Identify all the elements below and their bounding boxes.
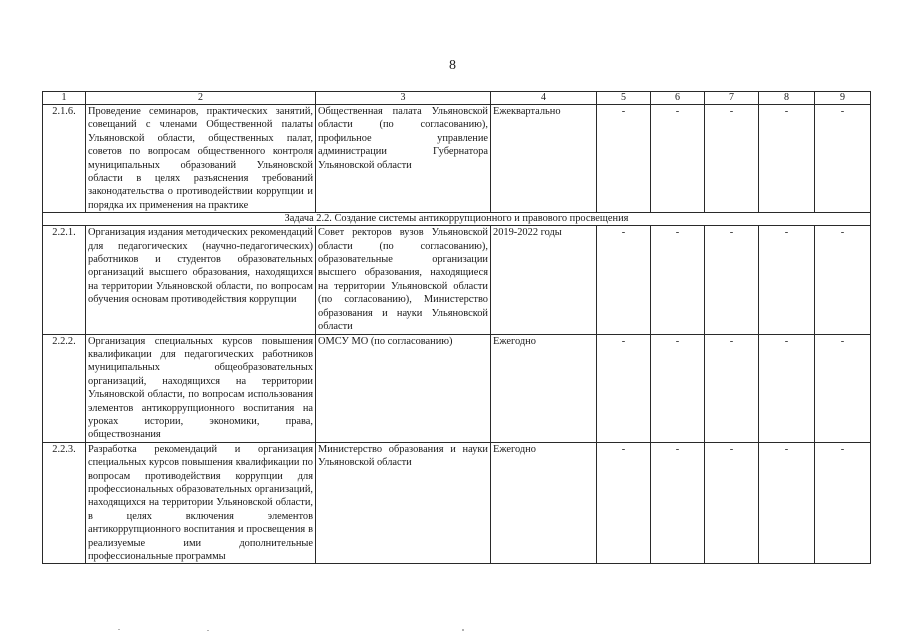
task-heading-row	[43, 213, 871, 226]
value-cell: -	[597, 226, 651, 334]
column-header: 9	[815, 92, 871, 105]
value-cell: -	[651, 442, 705, 564]
column-header: 7	[705, 92, 759, 105]
period-cell: Ежегодно	[491, 442, 597, 564]
period-cell: 2019-2022 годы	[491, 226, 597, 334]
column-header: 2	[86, 92, 316, 105]
value-cell: -	[705, 226, 759, 334]
executors-cell: Общественная палата Ульяновской области (по согласованию), профильное управление администрации Губернатора Ульяновской области	[316, 105, 491, 213]
column-header: 6	[651, 92, 705, 105]
column-header: 1	[43, 92, 86, 105]
column-header: 3	[316, 92, 491, 105]
measure-description: Организация специальных курсов повышения квалификации для педагогических работников муниципальных общеобразовательных организаций, находящихся на территории Ульяновской области, по вопросам использования элементов антикоррупционного воспитания на уроках истории, экономики, права, обществознания	[86, 334, 316, 442]
value-cell: -	[759, 105, 815, 213]
executors-cell: ОМСУ МО (по согласованию)	[316, 334, 491, 442]
scan-speck	[118, 629, 120, 630]
value-cell: -	[759, 334, 815, 442]
value-cell: -	[597, 334, 651, 442]
measures-table	[42, 91, 871, 564]
item-number: 2.2.1.	[43, 226, 86, 334]
value-cell: -	[815, 334, 871, 442]
value-cell: -	[597, 105, 651, 213]
column-number-row	[43, 92, 871, 105]
item-number: 2.2.2.	[43, 334, 86, 442]
value-cell: -	[759, 442, 815, 564]
item-number: 2.1.6.	[43, 105, 86, 213]
value-cell: -	[759, 226, 815, 334]
period-cell: Ежегодно	[491, 334, 597, 442]
measure-description: Организация издания методических рекомендаций для педагогических (научно-педагогических) работников и студентов образовательных организаций высшего образования, находящихся на территории Ульяновской области, по вопросам обучения основам противодействия коррупции	[86, 226, 316, 334]
value-cell: -	[705, 105, 759, 213]
period-cell: Ежеквартально	[491, 105, 597, 213]
table-row	[43, 334, 871, 442]
task-heading: Задача 2.2. Создание системы антикоррупционного и правового просвещения	[43, 213, 871, 226]
column-header: 4	[491, 92, 597, 105]
table-row	[43, 442, 871, 564]
scan-speck	[462, 629, 464, 631]
value-cell: -	[651, 226, 705, 334]
value-cell: -	[705, 334, 759, 442]
value-cell: -	[651, 105, 705, 213]
value-cell: -	[651, 334, 705, 442]
executors-cell: Министерство образования и науки Ульяновской области	[316, 442, 491, 564]
column-header: 5	[597, 92, 651, 105]
table-row	[43, 226, 871, 334]
value-cell: -	[597, 442, 651, 564]
value-cell: -	[815, 105, 871, 213]
measure-description: Проведение семинаров, практических занятий, совещаний с членами Общественной палаты Ульяновской области, общественных палат, советов по вопросам общественного контроля муниципальных образований Ульяновской области в целях разъяснения требований законодательства о противодействии коррупции и порядка их применения на практике	[86, 105, 316, 213]
table-row	[43, 105, 871, 213]
measure-description: Разработка рекомендаций и организация специальных курсов повышения квалификации по вопросам противодействия коррупции для профессиональных образовательных организаций, находящихся на территории Ульяновской области, в целях включения элементов антикоррупционного воспитания и просвещения в реализуемые ими дополнительные профессиональные программы	[86, 442, 316, 564]
scan-speck	[207, 630, 209, 631]
value-cell: -	[815, 226, 871, 334]
executors-cell: Совет ректоров вузов Ульяновской области (по согласованию), образовательные организации высшего образования, находящиеся на территории Ульяновской области (по согласованию), Министерство образования и науки Ульяновской области	[316, 226, 491, 334]
page-number: 8	[449, 58, 456, 73]
value-cell: -	[705, 442, 759, 564]
item-number: 2.2.3.	[43, 442, 86, 564]
value-cell: -	[815, 442, 871, 564]
column-header: 8	[759, 92, 815, 105]
